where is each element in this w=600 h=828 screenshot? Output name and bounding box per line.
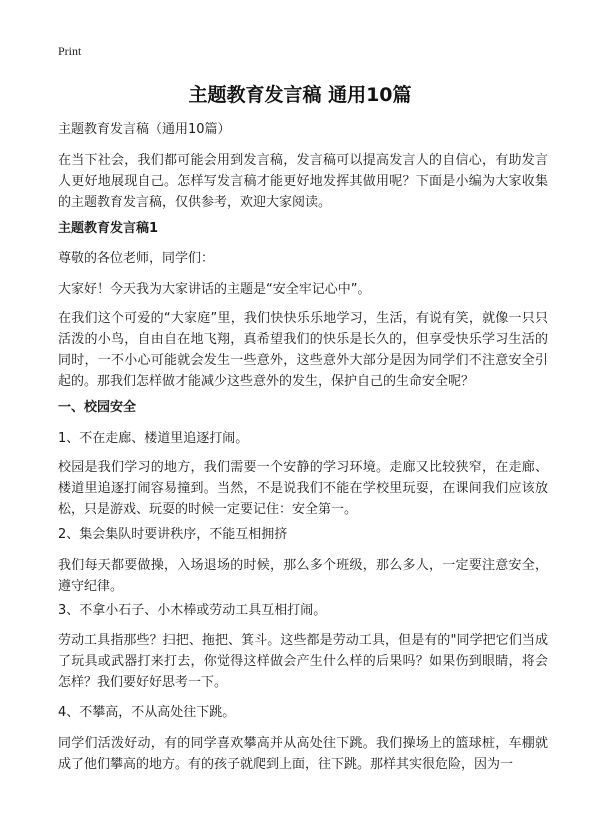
hello-paragraph: 大家好！今天我为大家讲话的主题是“安全牢记心中”。	[58, 282, 371, 297]
print-link[interactable]: Print	[58, 44, 82, 58]
greeting: 尊敬的各位老师，同学们：	[58, 251, 215, 266]
item2-body: 我们每天都要做操，入场退场的时候，那么多个班级，那么多人，一定要注意安全，遵守纪律。	[58, 558, 548, 594]
subtitle: 主题教育发言稿（通用10篇）	[58, 122, 231, 137]
intro-paragraph: 在当下社会，我们都可能会用到发言稿，发言稿可以提高发言人的自信心，有助发言人更好地展现自己。怎样写发言稿才能更好地发挥其做用呢？下面是小编为大家收集的主题教育发言稿，仅供参考，欢迎大家阅读。	[58, 153, 548, 210]
item1-body: 校园是我们学习的地方，我们需要一个安静的学习环境。走廊又比较狭窄，在走廊、楼道里追逐打闹容易撞到。当然，不是说我们不能在学校里玩耍，在课间我们应该放松，只是游戏、玩耍的时候一定要记住：安全第一。	[58, 460, 548, 517]
item2-title: 2、集会集队时要讲秩序，不能互相拥挤	[58, 527, 288, 542]
paragraph-1: 在我们这个可爱的“大家庭”里，我们快快乐乐地学习，生活，有说有笑，就像一只只活泼的小鸟，自由自在地飞翔，真希望我们的快乐是长久的，但享受快乐学习生活的同时，一不小心可能就会发生一些意外，这些意外大部分是因为同学们不注意安全引起的。那我们怎样做才能减少这些意外的发生，保护自己的生命安全呢？	[58, 311, 548, 389]
item1-title: 1、不在走廊、楼道里追逐打闹。	[58, 431, 249, 446]
part1-heading: 一、校园安全	[58, 400, 137, 415]
item4-body: 同学们活泼好动，有的同学喜欢攀高并从高处往下跳。我们操场上的篮球桩，车棚就成了他们攀高的地方。有的孩子就爬到上面，往下跳。那样其实很危险，因为一	[58, 736, 548, 772]
item3-body: 劳动工具指那些？扫把、拖把、箕斗。这些都是劳动工具，但是有的"同学把它们当成了玩具或武器打来打去，你觉得这样做会产生什么样的后果吗？如果伤到眼睛，将会怎样？我们要好好思考一下。	[58, 633, 548, 690]
section-heading: 主题教育发言稿1	[58, 221, 159, 236]
item3-title: 3、不拿小石子、小木棒或劳动工具互相打闹。	[58, 603, 327, 618]
item4-title: 4、不攀高，不从高处往下跳。	[58, 705, 236, 720]
page-title: 主题教育发言稿 通用10篇	[188, 84, 412, 106]
